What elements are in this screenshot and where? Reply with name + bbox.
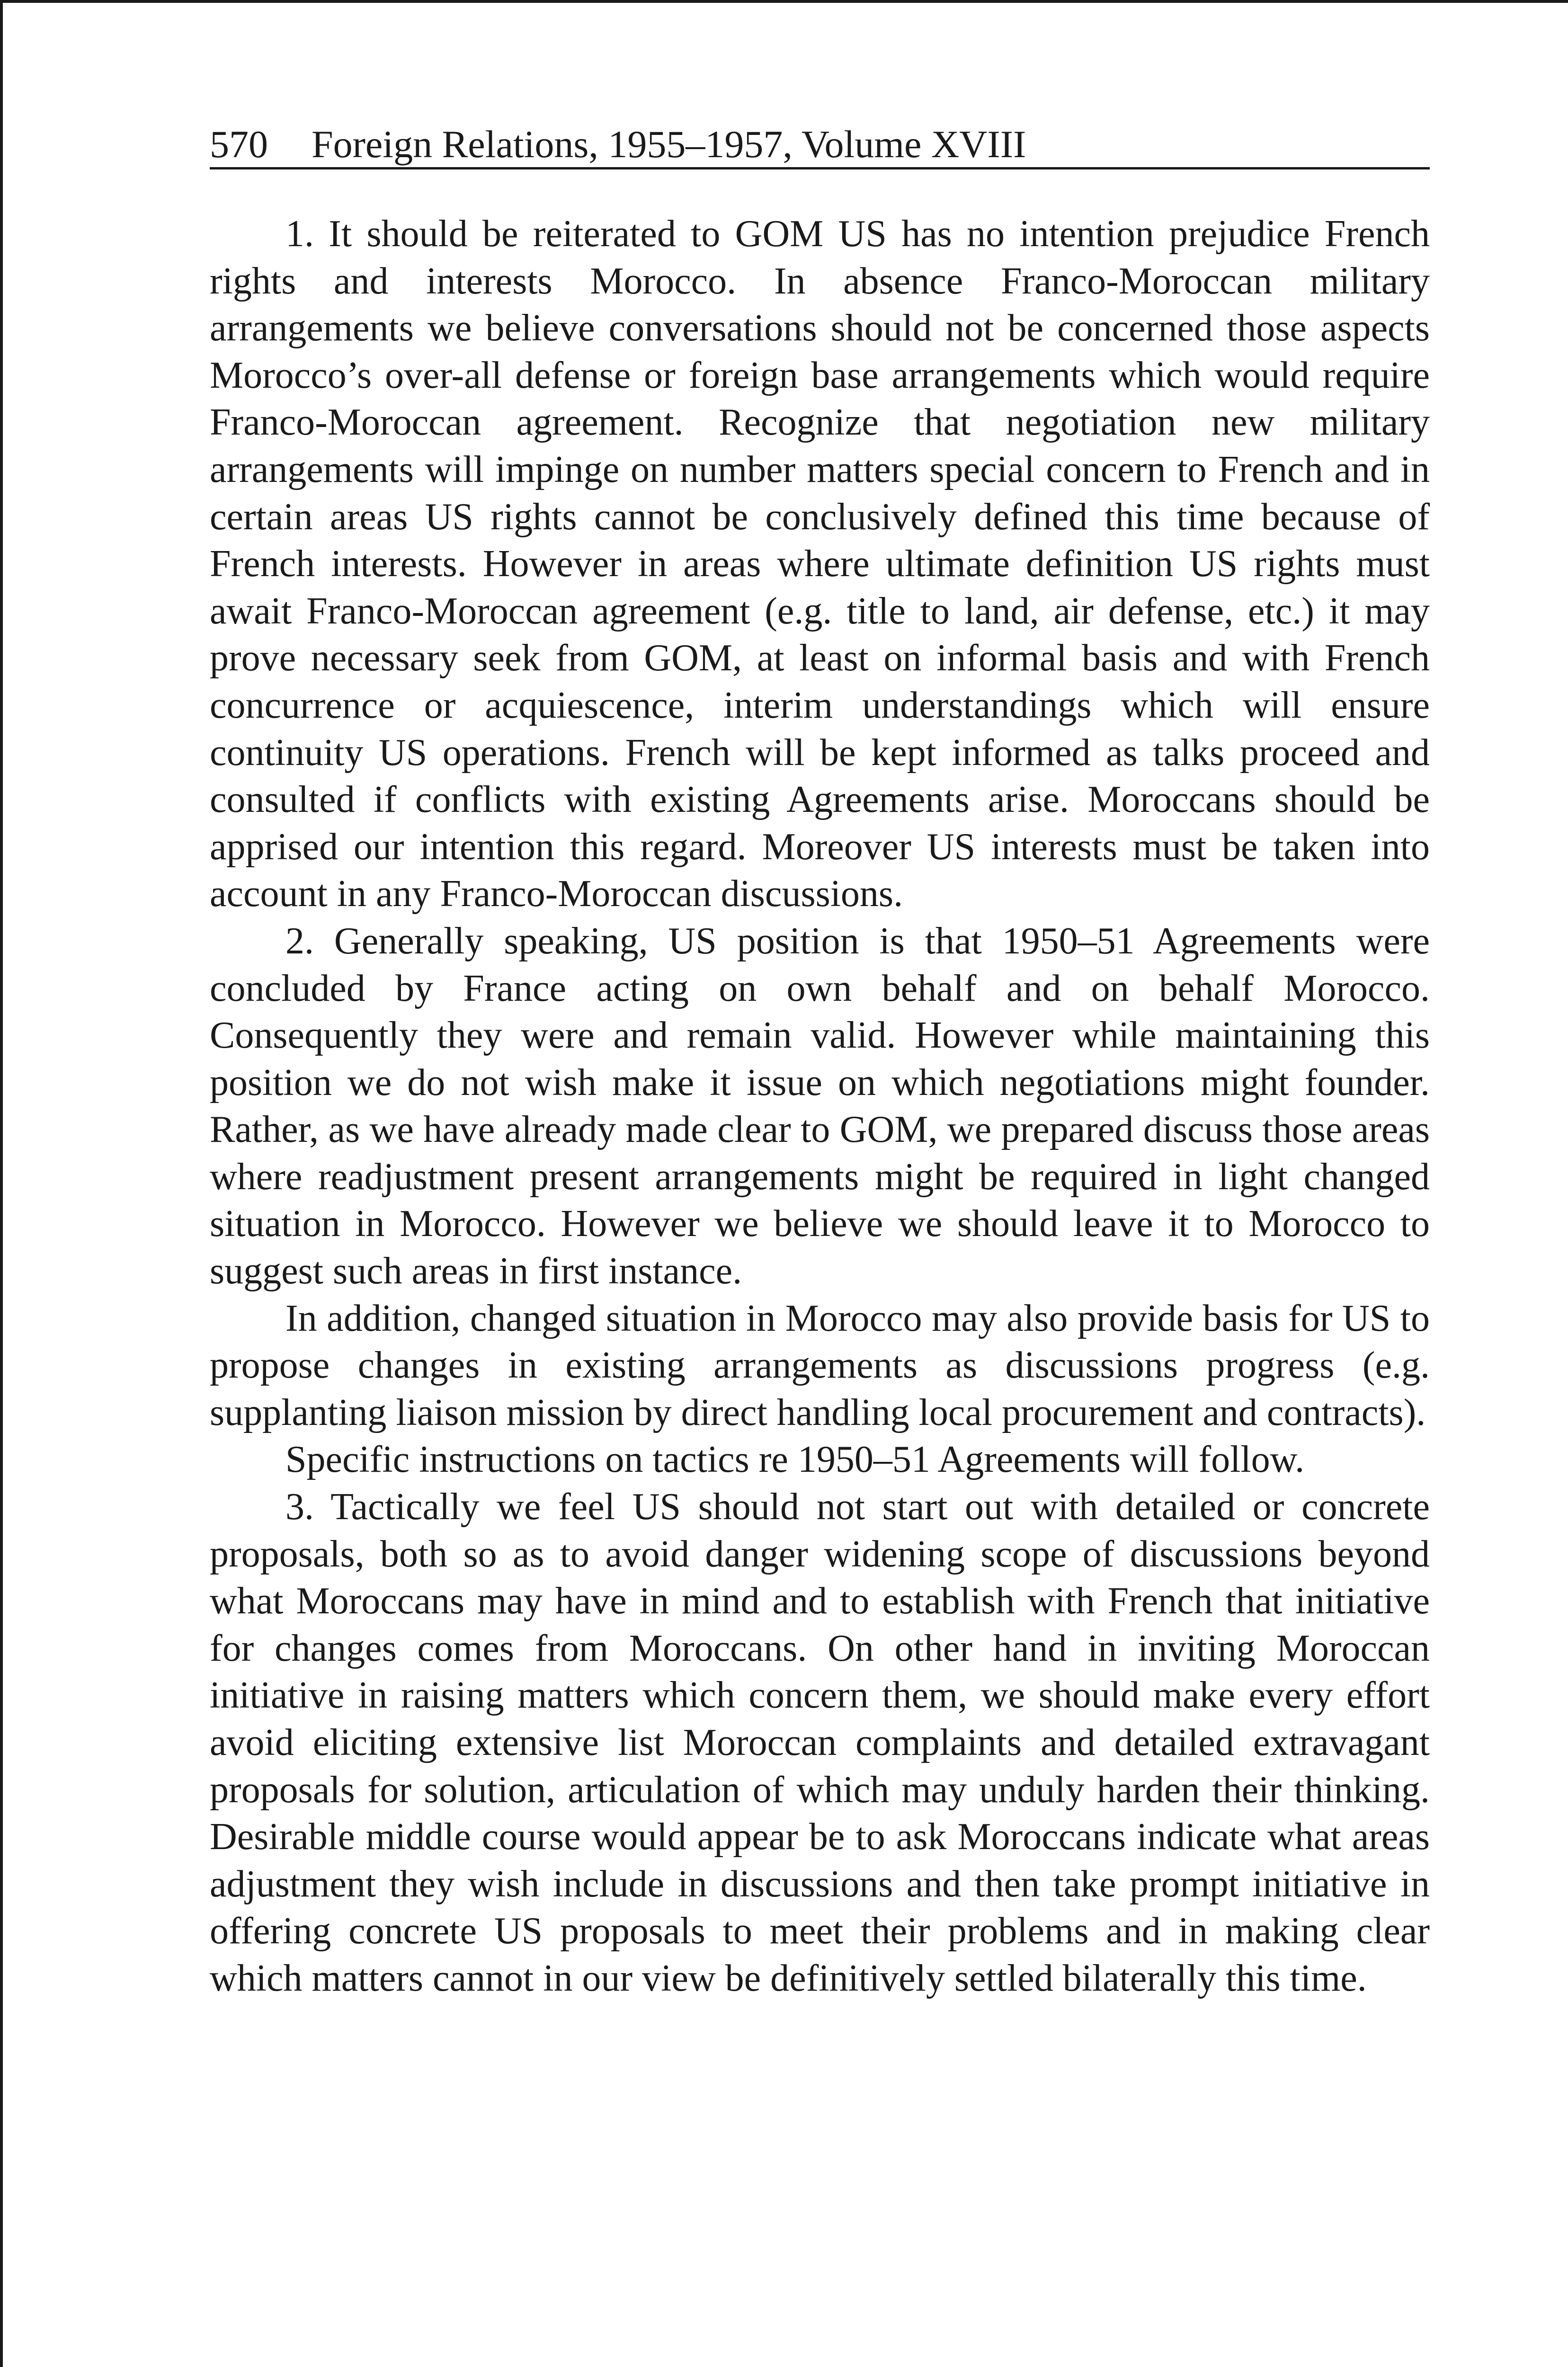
running-head [210,122,1430,169]
paragraph-1: 1. It should be reiterated to GOM US has no intention prejudice French rights and interests Morocco. In absence Franco-Moroccan military arrangements we believe conversations should not be concerned those aspects Morocco’s over-all defense or foreign base arrangements which would require Franco-Moroccan agreement. Recognize that negotiation new military arrangements will impinge on number matters special concern to French and in certain areas US rights cannot be conclusively defined this time because of French interests. However in areas where ultimate definition US rights must await Franco-Moroccan agreement (e.g. title to land, air defense, etc.) it may prove necessary seek from GOM, at least on informal basis and with French concurrence or acquiescence, interim understandings which will ensure continuity US operations. French will be kept informed as talks proceed and consulted if conflicts with existing Agreements arise. Moroccans should be apprised our intention this regard. Moreover US interests must be taken into account in any Franco-Moroccan discussions. [210,213,1430,915]
paragraph-3: In addition, changed situation in Morocco may also provide basis for US to propose changes in existing arrangements as discussions progress (e.g. supplanting liaison mission by direct handling local procurement and contracts). [210,1297,1430,1433]
paragraph-4: Specific instructions on tactics re 1950–51 Agreements will follow. [285,1439,1305,1481]
body-text [210,211,1430,2002]
page-number: 570 [210,123,268,166]
paragraph-5: 3. Tactically we feel US should not start out with detailed or concrete proposals, both so as to avoid danger widening scope of discussions beyond what Moroccans may have in mind and to establish with French that initiative for changes comes from Moroccans. On other hand in inviting Moroccan initiative in raising matters which concern them, we should make every effort avoid eliciting extensive list Moroccan complaints and detailed extravagant proposals for solution, articulation of which may unduly harden their thinking. Desirable middle course would appear be to ask Moroccans indicate what areas adjustment they wish include in discussions and then take prompt initiative in offering concrete US proposals to meet their problems and in making clear which matters cannot in our view be definitively settled bilaterally this time. [210,1486,1430,1999]
scan-border-left [0,0,3,2367]
paragraph-2: 2. Generally speaking, US position is that 1950–51 Agreements were concluded by France acting on own behalf and on behalf Morocco. Consequently they were and remain valid. However while maintaining this position we do not wish make it issue on which negotiations might founder. Rather, as we have already made clear to GOM, we prepared discuss those areas where readjustment present arrangements might be required in light changed situation in Morocco. However we believe we should leave it to Morocco to suggest such areas in first instance. [210,920,1430,1292]
scan-border-top [0,0,1568,3]
running-head-title: Foreign Relations, 1955–1957, Volume XVIII [312,123,1026,166]
